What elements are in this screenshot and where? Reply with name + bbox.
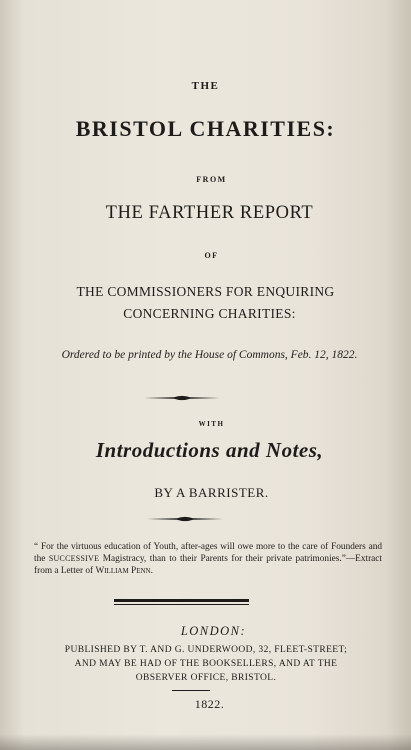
quote-successive: SUCCESSIVE bbox=[48, 554, 100, 563]
publisher-line-2: AND MAY BE HAD OF THE BOOKSELLERS, AND AT THE bbox=[74, 659, 338, 669]
commissioners-line-1: THE COMMISSIONERS FOR ENQUIRING bbox=[76, 284, 335, 299]
commissioners-line-2: CONCERNING CHARITIES: bbox=[123, 306, 296, 321]
from-label: FROM bbox=[196, 175, 227, 184]
quote-author: William Penn. bbox=[95, 566, 153, 576]
double-rule bbox=[114, 599, 249, 605]
penn-quote bbox=[34, 541, 382, 577]
report-title: THE FARTHER REPORT bbox=[105, 203, 314, 223]
quote-text-1: “ For the virtuous education of Youth, after-ages will owe more to the care of Founders and the bbox=[34, 542, 382, 564]
title-the: THE bbox=[191, 80, 220, 92]
london-label: LONDON: bbox=[180, 624, 247, 638]
ordered-line: Ordered to be printed by the House of Commons, Feb. 12, 1822. bbox=[61, 349, 358, 361]
publisher-line-3: OBSERVER OFFICE, BRISTOL. bbox=[135, 673, 277, 683]
year-rule bbox=[172, 690, 210, 691]
introductions-title: Introductions and Notes, bbox=[95, 438, 324, 462]
barrister-line: BY A BARRISTER. bbox=[154, 485, 269, 500]
ornamental-rule-middle bbox=[147, 515, 223, 523]
page-bottom-edge bbox=[0, 734, 411, 750]
publisher-block bbox=[30, 643, 382, 685]
of-label: OF bbox=[204, 251, 219, 260]
publication-year: 1822. bbox=[194, 697, 225, 711]
ornamental-rule-top bbox=[144, 394, 220, 402]
main-title: BRISTOL CHARITIES: bbox=[75, 116, 336, 141]
publisher-line-1: PUBLISHED BY T. AND G. UNDERWOOD, 32, FLEET-STREET; bbox=[64, 645, 348, 655]
quote-text-2: Magistracy, than to their Parents for their private patrimonies.”—Extract from a Letter of bbox=[34, 554, 382, 576]
with-label: WITH bbox=[198, 420, 225, 428]
